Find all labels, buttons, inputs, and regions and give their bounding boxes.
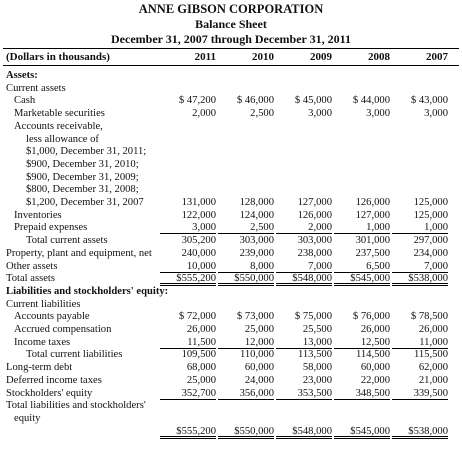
cell-2011: $ 72,000 [178,311,216,323]
cell-2009: 127,000 [297,197,332,208]
cell-2008: 22,000 [360,374,390,386]
row-label: Property, plant and equipment, net [6,247,152,259]
row-label: Total liabilities and stockholders' [6,400,146,412]
cell-2011: 3,000 [160,222,216,234]
cell-2008: 12,500 [334,337,390,349]
table-row [0,273,462,285]
cell-2011: 352,700 [160,388,216,400]
row-label: Current liabilities [6,298,81,310]
cell-2009: 113,500 [297,349,332,361]
cell-2008: 60,000 [360,362,390,374]
table-row [0,388,462,400]
table-row [0,210,462,222]
cell-2007: 234,000 [413,247,448,259]
cell-2010: 8,000 [218,261,274,273]
row-label: Marketable securities [14,108,105,120]
cell-2011: 2,000 [192,108,216,120]
cell-2008: 6,500 [334,261,390,273]
row-label: Total current liabilities [26,349,123,361]
table-row [0,400,462,412]
cell-2008: 237,500 [355,247,390,259]
cell-2007: 62,000 [418,362,448,374]
row-label: Accounts payable [14,311,90,323]
row-label: $900, December 31, 2009; [26,171,139,183]
cell-2010: $ 46,000 [236,95,274,107]
row-label: Stockholders' equity [6,387,93,399]
row-label: Cash [14,95,36,107]
cell-2011: 68,000 [186,362,216,374]
cell-2007: 339,500 [392,388,448,400]
cell-2009: $548,000 [276,273,332,286]
cell-2010: 356,000 [218,388,274,400]
cell-2010: 60,000 [244,362,274,374]
row-label: $800, December 31, 2008; [26,184,139,196]
cell-2011: 25,000 [186,374,216,386]
table-row [0,413,462,425]
table-row [0,197,462,209]
cell-2008: 26,000 [360,324,390,335]
cell-2011: $555,200 [160,273,216,286]
table-row [0,95,462,107]
row-label: Current assets [6,82,66,94]
cell-2010: 110,000 [239,349,274,361]
year-header-2008: 2008 [368,51,390,63]
cell-2008: 1,000 [334,222,390,234]
statement-title: Balance Sheet [195,17,267,31]
table-row [0,134,462,146]
cell-2007: 1,000 [392,222,448,234]
cell-2007: 3,000 [424,108,448,120]
table-row [0,159,462,171]
cell-2011: $555,200 [160,426,216,439]
table-row [0,172,462,184]
row-label: less allowance of [26,133,99,145]
table-row [0,261,462,273]
cell-2009: 13,000 [276,337,332,349]
row-label: Accrued compensation [14,324,112,335]
cell-2009: $ 75,000 [294,311,332,323]
cell-2010: $ 73,000 [236,311,274,323]
cell-2011: 240,000 [181,247,216,259]
table-row [0,375,462,387]
row-label: Long-term debt [6,362,73,374]
year-header-2007: 2007 [426,51,448,63]
header-bottom-rule [3,65,459,66]
row-label: Assets: [6,70,38,81]
cell-2010: 124,000 [239,209,274,221]
table-row [0,311,462,323]
cell-2007: 26,000 [418,324,448,335]
table-row [0,299,462,311]
cell-2009: 58,000 [302,362,332,374]
year-header-2009: 2009 [310,51,332,63]
cell-2009: $ 45,000 [294,95,332,107]
statement-period: December 31, 2007 through December 31, 2011 [111,32,351,46]
table-row [0,426,462,438]
cell-2007: 7,000 [392,261,448,273]
cell-2009: 353,500 [276,388,332,400]
cell-2010: 2,500 [250,108,274,120]
row-label: $1,000, December 31, 2011; [26,146,147,158]
row-label: Inventories [14,209,62,221]
row-label: Accounts receivable, [14,120,103,132]
table-row [0,83,462,95]
row-label: Deferred income taxes [6,374,102,386]
row-label: Total current assets [26,235,108,247]
cell-2011: 109,500 [181,349,216,361]
cell-2008: $545,000 [334,273,390,286]
table-row [0,362,462,374]
cell-2010: $550,000 [218,273,274,286]
cell-2008: 126,000 [355,197,390,208]
company-name: ANNE GIBSON CORPORATION [138,2,324,16]
row-label: equity [14,412,41,424]
cell-2007: 21,000 [418,374,448,386]
units-label: (Dollars in thousands) [6,51,110,63]
cell-2007: 125,000 [413,197,448,208]
cell-2010: 2,500 [218,222,274,234]
table-row [0,121,462,133]
cell-2009: 25,500 [302,324,332,335]
cell-2008: 348,500 [334,388,390,400]
cell-2007: $ 78,500 [410,311,448,323]
table-row [0,108,462,120]
table-row [0,337,462,349]
table-row [0,184,462,196]
cell-2007: 115,500 [413,349,448,361]
cell-2011: 10,000 [160,261,216,273]
cell-2008: 3,000 [366,108,390,120]
header-top-rule [3,48,459,49]
cell-2010: 25,000 [244,324,274,335]
cell-2010: 128,000 [239,197,274,208]
cell-2009: 23,000 [302,374,332,386]
cell-2009: 7,000 [276,261,332,273]
cell-2011: 122,000 [181,209,216,221]
table-row [0,324,462,336]
cell-2007: 297,000 [413,235,448,247]
cell-2008: 301,000 [355,235,390,247]
cell-2007: $ 43,000 [410,95,448,107]
cell-2009: 126,000 [297,209,332,221]
cell-2009: $548,000 [276,426,332,439]
table-row [0,286,462,298]
cell-2011: 26,000 [186,324,216,335]
cell-2009: 2,000 [276,222,332,234]
table-row [0,146,462,158]
cell-2009: 3,000 [308,108,332,120]
table-row [0,248,462,260]
cell-2008: $ 76,000 [352,311,390,323]
table-row [0,235,462,247]
cell-2007: $538,000 [392,426,448,439]
year-header-2010: 2010 [252,51,274,63]
cell-2010: 303,000 [239,235,274,247]
cell-2008: $ 44,000 [352,95,390,107]
cell-2007: 11,000 [392,337,448,349]
table-row [0,222,462,234]
cell-2008: 114,500 [355,349,390,361]
row-label: Other assets [6,260,58,272]
cell-2010: 24,000 [244,374,274,386]
row-label: Prepaid expenses [14,222,88,234]
row-label: Liabilities and stockholders' equity: [6,285,169,297]
row-label: Total assets [6,273,55,285]
year-header-2011: 2011 [194,51,216,63]
row-label: $900, December 31, 2010; [26,158,139,170]
cell-2009: 238,000 [297,247,332,259]
cell-2008: $545,000 [334,426,390,439]
row-label: $1,200, December 31, 2007 [26,197,144,208]
cell-2007: 125,000 [413,209,448,221]
cell-2009: 303,000 [297,235,332,247]
table-row [0,70,462,82]
cell-2007: $538,000 [392,273,448,286]
row-label: Income taxes [14,336,71,348]
cell-2010: 239,000 [239,247,274,259]
cell-2011: $ 47,200 [178,95,216,107]
table-row [0,349,462,361]
cell-2008: 127,000 [355,209,390,221]
cell-2011: 131,000 [181,197,216,208]
cell-2011: 11,500 [160,337,216,349]
cell-2010: $550,000 [218,426,274,439]
cell-2010: 12,000 [218,337,274,349]
cell-2011: 305,200 [181,235,216,247]
